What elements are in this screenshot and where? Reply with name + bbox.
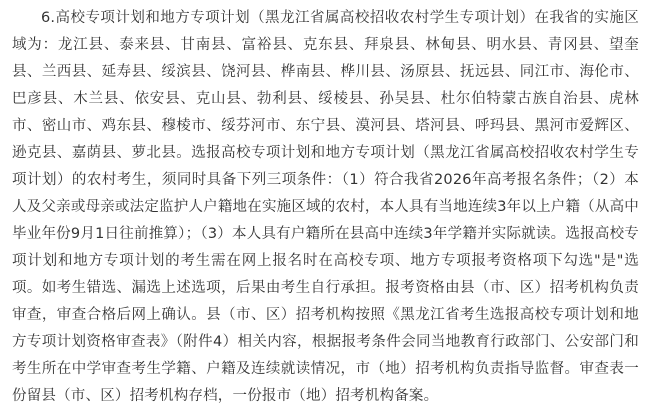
special-plan-paragraph: 6.高校专项计划和地方专项计划（黑龙江省属高校招收农村学生专项计划）在我省的实施区域为：龙江县、泰来县、甘南县、富裕县、克东县、拜泉县、林甸县、明水县、青冈县、望奎县、兰西县、延寿县、绥滨县、饶河县、桦南县、桦川县、汤原县、抚远县、同江市、海伦市、巴彦县、木兰县、依安县、克山县、勃利县、绥棱县、孙吴县、杜尔伯特蒙古族自治县、虎林市、密山市、鸡东县、穆棱市、绥芬河市、东宁县、漠河县、塔河县、呼玛县、黑河市爱辉区、逊克县、嘉荫县、萝北县。选报高校专项计划和地方专项计划（黑龙江省属高校招收农村学生专项计划）的农村考生，须同时具备下列三项条件：（1）符合我省2026年高考报名条件；（2）本人及父亲或母亲或法定监护人户籍地在实施区域的农村，本人具有当地连续3年以上户籍（从高中毕业年份9月1日往前推算）；（3）本人具有户籍所在县高中连续3年学籍并实际就读。选报高校专项计划和地方专项计划的考生需在网上报名时在高校专项、地方专项报考资格项下勾选"是"选项。如考生错选、漏选上述选项，后果由考生自行承担。报考资格由县（市、区）招考机构负责审查，审查合格后网上确认。县（市、区）招考机构按照《黑龙江省考生选报高校专项计划和地方专项计划资格审查表》（附件4）相关内容，根据报考条件会同当地教育行政部门、公安部门和考生所在中学审查考生学籍、户籍及连续就读情况，市（地）招考机构负责指导监督。审查表一份留县（市、区）招考机构存档，一份报市（地）招考机构备案。 [12, 10, 639, 404]
